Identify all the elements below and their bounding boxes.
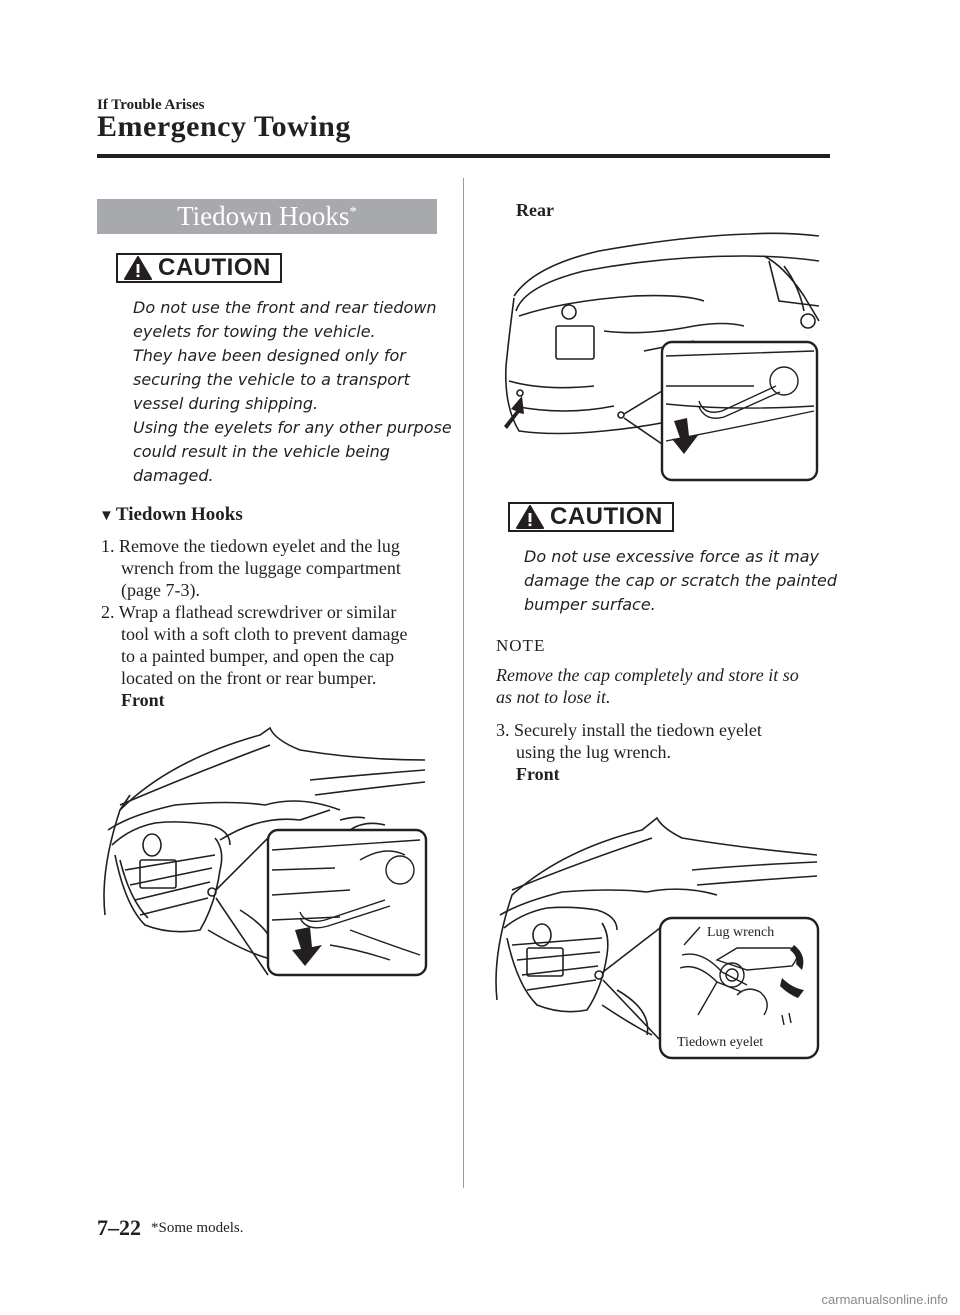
caution-line: Do not use excessive force as it may bbox=[524, 547, 819, 566]
label-tiedown-eyelet: Tiedown eyelet bbox=[677, 1035, 764, 1050]
step-line: (page 7-3). bbox=[121, 580, 200, 600]
caution-label-1: CAUTION bbox=[158, 254, 271, 281]
figure-label-front: Front bbox=[121, 690, 165, 710]
note-text bbox=[496, 664, 799, 708]
warning-triangle-icon bbox=[124, 256, 152, 280]
step-line: Wrap a flathead screwdriver or similar bbox=[118, 602, 397, 622]
caution-text-2 bbox=[524, 545, 837, 617]
figure-label-front-2: Front bbox=[516, 764, 560, 784]
page-number: 7–22 bbox=[97, 1215, 141, 1240]
front-detail-inset bbox=[268, 830, 426, 975]
step-line: tool with a soft cloth to prevent damage bbox=[121, 624, 408, 644]
caution-line: eyelets for towing the vehicle. bbox=[133, 322, 376, 341]
figure-label-rear: Rear bbox=[516, 200, 554, 220]
step-number: 3. bbox=[496, 720, 510, 740]
label-lug-wrench: Lug wrench bbox=[707, 925, 775, 940]
caution-label-2: CAUTION bbox=[550, 503, 663, 530]
warning-triangle-icon bbox=[516, 505, 544, 529]
section-label: If Trouble Arises bbox=[97, 97, 205, 113]
note-line: as not to lose it. bbox=[496, 687, 611, 707]
caution-line: Using the eyelets for any other purpose bbox=[133, 418, 452, 437]
footnote: *Some models. bbox=[151, 1220, 244, 1236]
wrench-detail-inset bbox=[660, 918, 818, 1058]
caution-line: damage the cap or scratch the painted bbox=[524, 571, 838, 590]
note-line: Remove the cap completely and store it so bbox=[496, 665, 799, 685]
rear-detail-inset bbox=[662, 342, 817, 480]
caution-line: bumper surface. bbox=[524, 595, 656, 614]
step-line: using the lug wrench. bbox=[516, 742, 671, 762]
caution-box-2 bbox=[508, 502, 674, 532]
caution-line: Do not use the front and rear tiedown bbox=[133, 298, 437, 317]
banner-title: Tiedown Hooks bbox=[177, 201, 350, 231]
caution-line: vessel during shipping. bbox=[133, 394, 319, 413]
caution-line: damaged. bbox=[133, 466, 214, 485]
subheading-marker-icon: ▼ bbox=[99, 508, 114, 524]
caution-line: They have been designed only for bbox=[133, 346, 406, 365]
caution-text-1 bbox=[133, 296, 452, 488]
caution-box-1 bbox=[116, 253, 282, 283]
header-rule bbox=[97, 154, 830, 158]
caution-line: securing the vehicle to a transport bbox=[133, 370, 410, 389]
subheading-text: Tiedown Hooks bbox=[115, 504, 243, 525]
front-bumper-figure bbox=[100, 720, 430, 980]
step-line: wrench from the luggage compartment bbox=[121, 558, 401, 578]
section-banner bbox=[97, 199, 437, 234]
step-line: Remove the tiedown eyelet and the lug bbox=[119, 536, 400, 556]
lug-wrench-figure bbox=[492, 810, 822, 1065]
caution-line: could result in the vehicle being bbox=[133, 442, 390, 461]
step-number: 1. bbox=[101, 536, 115, 556]
step-number: 2. bbox=[101, 602, 115, 622]
chapter-title: Emergency Towing bbox=[97, 110, 351, 143]
steps-left bbox=[101, 535, 407, 711]
step-line: to a painted bumper, and open the cap bbox=[121, 646, 395, 666]
banner-marker: * bbox=[349, 204, 357, 220]
rear-bumper-figure bbox=[494, 226, 824, 484]
steps-right bbox=[496, 719, 762, 785]
watermark: carmanualsonline.info bbox=[821, 1292, 948, 1307]
column-divider bbox=[463, 178, 464, 1188]
subheading bbox=[99, 504, 243, 526]
note-heading: NOTE bbox=[496, 636, 546, 655]
step-line: located on the front or rear bumper. bbox=[121, 668, 377, 688]
step-line: Securely install the tiedown eyelet bbox=[514, 720, 762, 740]
